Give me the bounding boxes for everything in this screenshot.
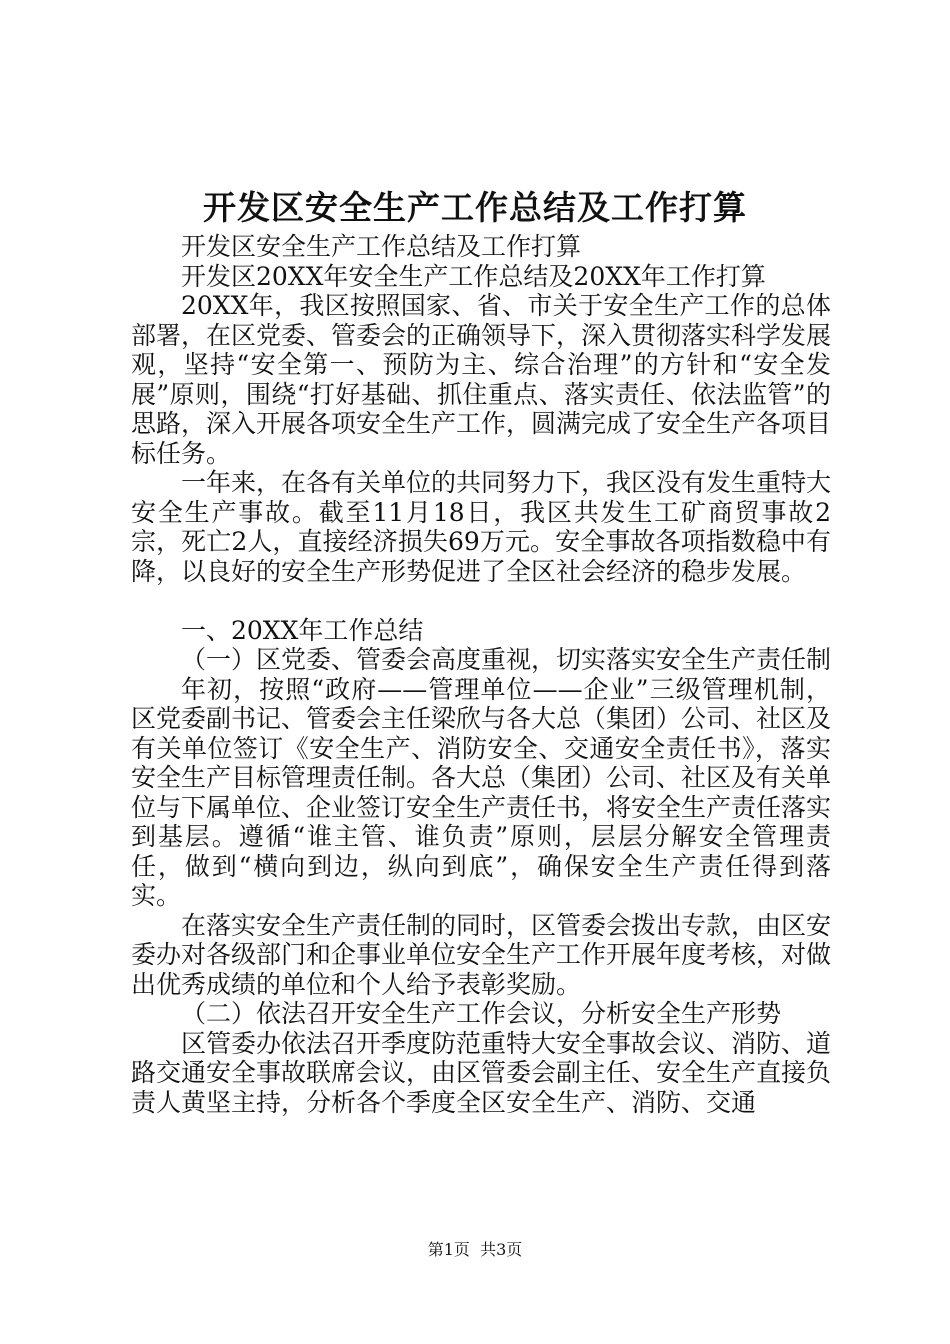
subsection-heading: （一）区党委、管委会高度重视，切实落实安全生产责任制 <box>181 645 832 674</box>
body-paragraph: 20XX年，我区按照国家、省、市关于安全生产工作的总体部署，在区党委、管委会的正确领导下，深入贯彻落实科学发展观，坚持“安全第一、预防为主、综合治理”的方针和“安全发展”原则，围绕“打好基础、抓住重点、落实责任、依法监管”的思路，深入开展各项安全生产工作，圆满完成了安全生产各项目标任务。 <box>131 291 832 468</box>
body-paragraph: 年初，按照“政府——管理单位——企业”三级管理机制，区党委副书记、管委会主任梁欣与各大总（集团）公司、社区及有关单位签订《安全生产、消防安全、交通安全责任书》，落实安全生产目标管理责任制。各大总（集团）公司、社区及有关单位与下属单位、企业签订安全生产责任书，将安全生产责任落实到基层。遵循“谁主管、谁负责”原则，层层分解安全管理责任，做到“横向到边，纵向到底”，确保安全生产责任得到落实。 <box>131 674 832 910</box>
body-paragraph: 一年来，在各有关单位的共同努力下，我区没有发生重特大安全生产事故。截至11月18日，我区共发生工矿商贸事故2宗，死亡2人，直接经济损失69万元。安全事故各项指数稳中有降，以良好的安全生产形势促进了全区社会经济的稳步发展。 <box>131 468 832 586</box>
report-heading-paragraph: 开发区20XX年安全生产工作总结及20XX年工作打算 <box>181 261 766 291</box>
document-body <box>131 232 831 1117</box>
page-footer: 第1页 共3页 <box>427 1240 523 1259</box>
body-paragraph: 区管委办依法召开季度防范重特大安全事故会议、消防、道路交通安全事故联席会议，由区管委会副主任、安全生产直接负责人黄坚主持，分析各个季度全区安全生产、消防、交通 <box>131 1028 832 1117</box>
document-title: 开发区安全生产工作总结及工作打算 <box>203 188 747 227</box>
section-heading: 一、20XX年工作总结 <box>181 615 424 645</box>
subtitle-paragraph: 开发区安全生产工作总结及工作打算 <box>181 232 582 261</box>
body-paragraph: 在落实安全生产责任制的同时，区管委会拨出专款，由区安委办对各级部门和企事业单位安全生产工作开展年度考核，对做出优秀成绩的单位和个人给予表彰奖励。 <box>131 910 832 999</box>
subsection-heading: （二）依法召开安全生产工作会议，分析安全生产形势 <box>181 999 782 1028</box>
